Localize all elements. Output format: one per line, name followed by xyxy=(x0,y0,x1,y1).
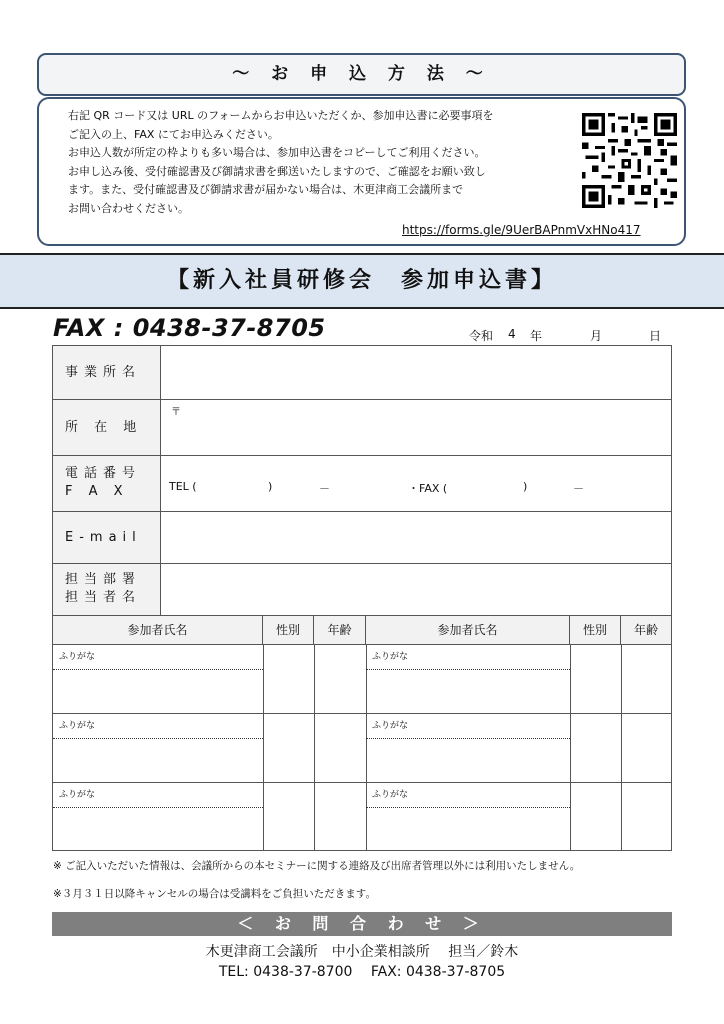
furigana-divider xyxy=(53,807,263,808)
furigana-divider xyxy=(53,738,263,739)
method-line: お申し込み後、受付確認書及び御請求書を郵送いたしますので、ご確認をお願い致し xyxy=(68,164,486,178)
contact-phone-fax: TEL: 0438-37-8700 FAX: 0438-37-8705 xyxy=(218,964,506,980)
name-header-right: 参加者氏名 xyxy=(366,616,570,644)
phone-label-line: 電話番号 xyxy=(65,466,142,481)
furigana-divider xyxy=(366,807,570,808)
method-line: 右記 QR コード又は URL のフォームからお申込いただくか、参加申込書に必要事項を xyxy=(68,109,494,122)
fax-dash: － xyxy=(573,482,584,495)
column-divider xyxy=(314,644,315,850)
tel-dash: － xyxy=(319,482,330,495)
furigana-label: ふりがな xyxy=(372,790,409,800)
department-label-line: 担当部署 xyxy=(65,572,142,587)
furigana-label: ふりがな xyxy=(59,721,96,731)
fax-number-heading: FAX : 0438-37-8705 xyxy=(53,314,326,342)
row-divider xyxy=(53,782,671,783)
furigana-label: ふりがな xyxy=(372,652,409,662)
tel-prefix: TEL ( xyxy=(169,480,197,493)
fax-prefix: ・FAX ( xyxy=(408,482,448,495)
address-row xyxy=(53,400,671,456)
age-header-right: 年齢 xyxy=(621,616,671,644)
phone-row xyxy=(53,456,671,512)
email-field[interactable] xyxy=(163,512,671,563)
contact-header: ＜ お 問 合 わ せ ＞ xyxy=(52,912,672,936)
person-label-line: 担当者名 xyxy=(65,590,142,605)
column-divider xyxy=(263,644,264,850)
email-label: E-mail xyxy=(53,512,161,563)
furigana-divider xyxy=(53,669,263,670)
form-url-link[interactable]: https://forms.gle/9UerBAPnmVxHNo417 xyxy=(402,223,641,237)
office-row xyxy=(53,346,671,400)
method-line: ます。また、受付確認書及び御請求書が届かない場合は、木更津商工会議所まで xyxy=(68,183,464,196)
method-header: ～ お 申 込 方 法 ～ xyxy=(37,53,686,96)
age-header-left: 年齢 xyxy=(314,616,366,644)
privacy-note: ※ ご記入いただいた情報は、会議所からの本セミナーに関する連絡及び出席者管理以外には利用いたしません。 xyxy=(53,860,581,872)
email-row xyxy=(53,512,671,564)
page-title: 【新入社員研修会 参加申込書】 xyxy=(0,253,724,309)
header-divider xyxy=(53,644,671,645)
method-line: お申込人数が所定の枠よりも多い場合は、参加申込書をコピーしてご利用ください。 xyxy=(68,146,486,159)
contact-person-label xyxy=(53,564,161,615)
application-form xyxy=(52,345,672,851)
sex-header-right: 性別 xyxy=(570,616,621,644)
furigana-divider xyxy=(366,738,570,739)
participants-table xyxy=(53,616,671,850)
row-divider xyxy=(53,713,671,714)
furigana-label: ふりがな xyxy=(372,721,409,731)
column-divider xyxy=(570,644,571,850)
contact-person-row xyxy=(53,564,671,616)
column-divider xyxy=(366,644,367,850)
furigana-label: ふりがな xyxy=(59,790,96,800)
qr-code-icon[interactable] xyxy=(582,113,677,208)
office-label: 事業所名 xyxy=(53,346,161,399)
column-divider xyxy=(621,644,622,850)
contact-organization: 木更津商工会議所 中小企業相談所 担当／鈴木 xyxy=(205,944,519,960)
fax-close: ) xyxy=(523,480,528,493)
date-year: 4 xyxy=(508,327,516,341)
method-line: お問い合わせください。 xyxy=(68,201,189,215)
phone-label xyxy=(53,456,161,511)
date-month: 月 xyxy=(590,329,603,343)
date-year-unit: 年 xyxy=(530,329,543,343)
furigana-divider xyxy=(366,669,570,670)
fax-label-line: F A X xyxy=(65,484,129,499)
sex-header-left: 性別 xyxy=(263,616,314,644)
address-label: 所 在 地 xyxy=(53,400,161,455)
tel-close: ) xyxy=(268,480,273,493)
name-header-left: 参加者氏名 xyxy=(53,616,263,644)
method-line: ご記入の上、FAX にてお申込みください。 xyxy=(68,127,279,141)
postal-mark: 〒 xyxy=(171,407,181,418)
contact-person-field[interactable] xyxy=(163,564,671,615)
cancellation-note: ※３月３１日以降キャンセルの場合は受講料をご負担いただきます。 xyxy=(53,888,376,900)
office-field[interactable] xyxy=(163,346,671,399)
date-day: 日 xyxy=(649,329,662,343)
address-field[interactable] xyxy=(163,400,671,455)
phone-field[interactable] xyxy=(163,456,671,511)
method-instructions xyxy=(68,107,586,218)
furigana-label: ふりがな xyxy=(59,652,96,662)
date-era: 令和 xyxy=(469,329,494,343)
